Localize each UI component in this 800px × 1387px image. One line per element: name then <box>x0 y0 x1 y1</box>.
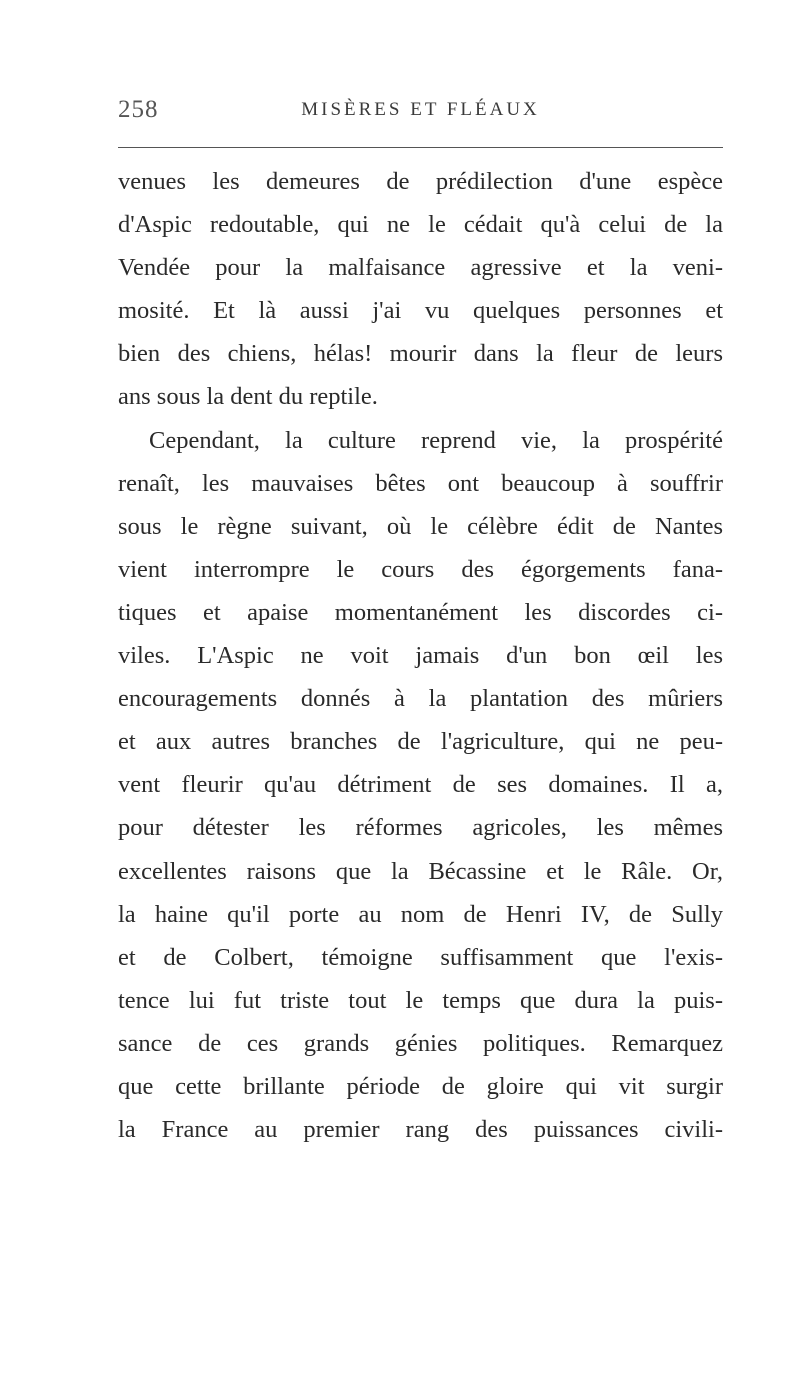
running-head <box>118 96 723 146</box>
text-line: vient interrompre le cours des égorgements fana- <box>118 555 723 583</box>
text-line: venues les demeures de prédilection d'une espèce <box>118 168 723 195</box>
text-line: et de Colbert, témoigne suffisamment que l'exis- <box>118 943 723 971</box>
text-line: encouragements donnés à la plantation des mûriers <box>118 685 723 713</box>
text-line: tiques et apaise momentanément les discordes ci- <box>118 598 723 626</box>
text-line: sance de ces grands génies politiques. Remarquez <box>118 1029 723 1057</box>
text-line: excellentes raisons que la Bécassine et le Râle. Or, <box>118 857 723 885</box>
running-title: MISÈRES ET FLÉAUX <box>301 99 540 120</box>
text-line: pour détester les réformes agricoles, les mêmes <box>118 814 723 842</box>
text-line: viles. L'Aspic ne voit jamais d'un bon œil les <box>118 642 723 670</box>
header-rule <box>118 147 723 148</box>
text-line: d'Aspic redoutable, qui ne le cédait qu'à celui de la <box>118 211 723 239</box>
text-line: tence lui fut triste tout le temps que dura la puis- <box>118 986 723 1014</box>
text-line: sous le règne suivant, où le célèbre édit de Nantes <box>118 512 723 540</box>
text-line: vent fleurir qu'au détriment de ses domaines. Il a, <box>118 771 723 799</box>
text-line: ans sous la dent du reptile. <box>118 383 378 411</box>
body-text <box>118 160 723 1151</box>
text-line: mosité. Et là aussi j'ai vu quelques personnes et <box>118 297 723 325</box>
text-line: la haine qu'il porte au nom de Henri IV, de Sully <box>118 900 723 928</box>
text-line: Cependant, la culture reprend vie, la prospérité <box>149 426 723 454</box>
text-line: bien des chiens, hélas! mourir dans la fleur de leurs <box>118 340 723 368</box>
text-line: Vendée pour la malfaisance agressive et la veni- <box>118 254 723 282</box>
text-line: la France au premier rang des puissances civili- <box>118 1116 723 1144</box>
text-line: que cette brillante période de gloire qui vit surgir <box>118 1072 723 1100</box>
text-line: renaît, les mauvaises bêtes ont beaucoup à souffrir <box>118 469 723 497</box>
page-number: 258 <box>118 96 159 123</box>
text-line: et aux autres branches de l'agriculture, qui ne peu- <box>118 728 723 756</box>
